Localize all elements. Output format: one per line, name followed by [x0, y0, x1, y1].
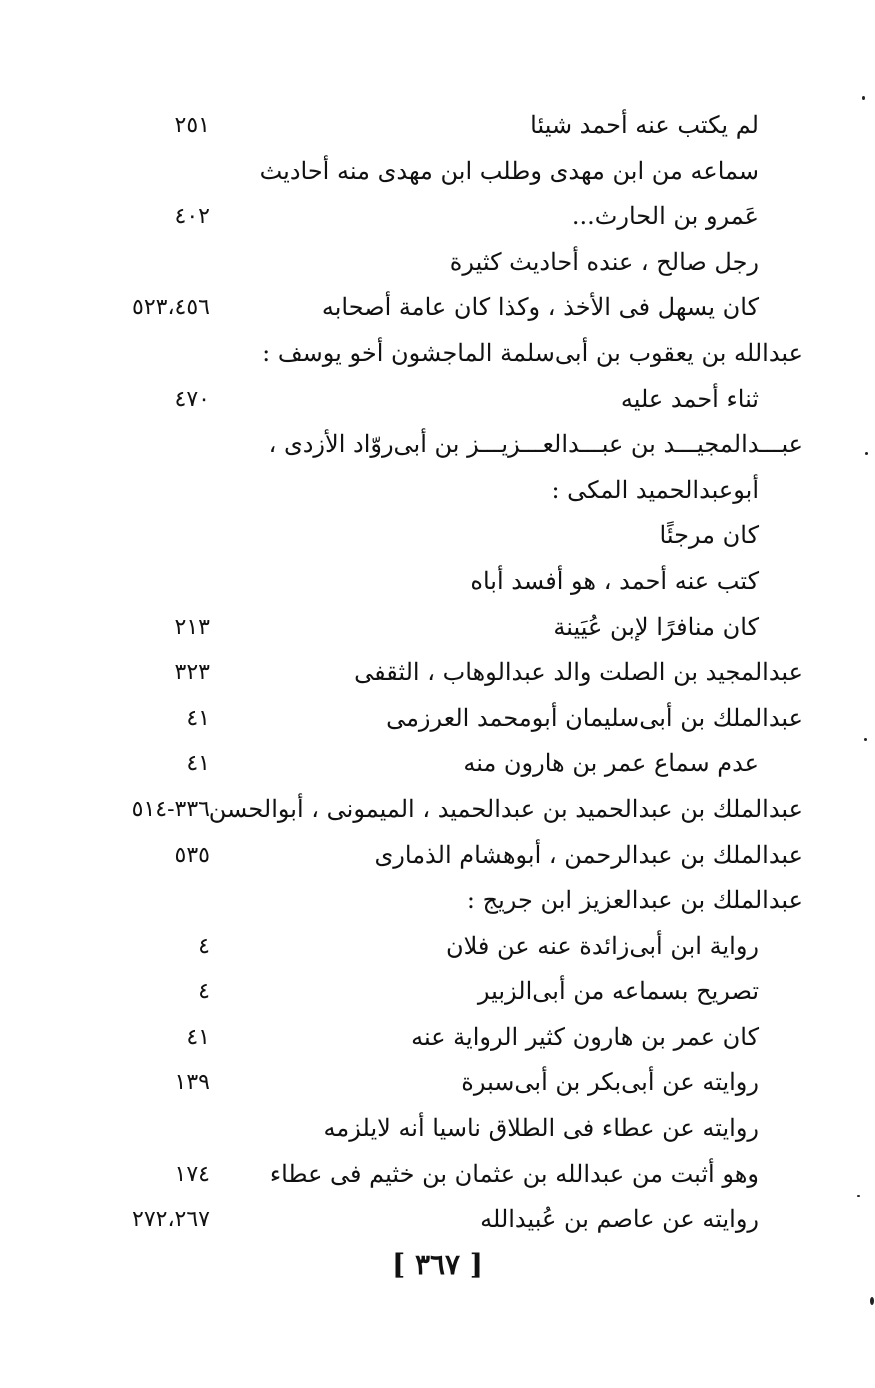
scan-speck	[864, 738, 867, 741]
index-entry	[0, 559, 875, 605]
entry-text: روايته عن عطاء فى الطلاق ناسيا أنه لايلزمه	[323, 1114, 759, 1143]
entry-pages	[100, 422, 210, 468]
entry-text: عدم سماع عمر بن هارون منه	[463, 749, 759, 778]
index-entry	[0, 285, 875, 331]
entry-pages	[100, 878, 210, 924]
entry-text: عبدالملك بن عبدالرحمن ، أبوهشام الذمارى	[374, 840, 803, 869]
entry-pages	[100, 468, 210, 514]
entry-text: تصريح بسماعه من أبى‌الزبير	[477, 977, 759, 1006]
index-entry	[0, 833, 875, 879]
entry-pages: ٤٧٠	[174, 386, 210, 412]
index-entries	[0, 103, 875, 1243]
index-entry	[0, 513, 875, 559]
entry-text: كان عمر بن هارون كثير الرواية عنه	[411, 1022, 759, 1051]
entry-pages: ٤٠٢	[174, 204, 210, 230]
index-entry	[0, 969, 875, 1015]
entry-pages	[100, 240, 210, 286]
page-number: [ ٣٦٧ ]	[391, 1248, 484, 1281]
entry-text: أبوعبدالحميد المكى :	[551, 475, 759, 504]
index-entry	[0, 605, 875, 651]
index-entry	[0, 1152, 875, 1198]
entry-text: روايته عن أبى‌بكر بن أبى‌سبرة	[461, 1068, 759, 1097]
index-entry	[0, 878, 875, 924]
entry-pages	[100, 331, 210, 377]
index-entry	[0, 240, 875, 286]
entry-pages: ٣٣٦-٥١٤	[131, 796, 210, 822]
index-entry	[0, 468, 875, 514]
entry-pages	[100, 513, 210, 559]
entry-pages	[100, 149, 210, 195]
entry-pages: ٥٢٣،٤٥٦	[132, 295, 210, 321]
index-entry	[0, 1106, 875, 1152]
entry-text: روايته عن عاصم بن عُبيدالله	[480, 1205, 759, 1234]
entry-text: لم يكتب عنه أحمد شيئا	[530, 111, 759, 139]
entry-pages	[100, 1106, 210, 1152]
entry-text: عبدالله بن يعقوب بن أبى‌سلمة الماجشون أخو يوسف :	[262, 338, 803, 367]
index-entry	[0, 103, 875, 149]
index-entry	[0, 650, 875, 696]
entry-text: عبدالمجيد بن الصلت والد عبدالوهاب ، الثقفى	[354, 658, 803, 687]
index-entry	[0, 194, 875, 240]
index-entry	[0, 741, 875, 787]
entry-text: سماعه من ابن مهدى وطلب ابن مهدى منه أحاديث	[259, 156, 759, 185]
entry-pages: ٢١٣	[174, 614, 210, 640]
entry-pages: ١٧٤	[174, 1161, 210, 1187]
entry-text: عبـــدالمجيـــد بن عبـــدالعـــزيـــز بن أبى‌روّاد الأزدى ،	[268, 430, 803, 459]
entry-pages: ٤	[198, 933, 210, 959]
index-entry	[0, 1197, 875, 1243]
entry-pages: ٤١	[186, 751, 210, 777]
entry-text: عَمرو بن الحارث...	[571, 202, 759, 231]
entry-text: كان مرجئًا	[659, 521, 759, 550]
entry-text: عبدالملك بن أبى‌سليمان أبومحمد العرزمى	[386, 703, 803, 732]
index-entry	[0, 377, 875, 423]
entry-text: كان يسهل فى الأخذ ، وكذا كان عامة أصحابه	[321, 293, 759, 322]
entry-text: وهو أثبت من عبدالله بن عثمان بن خثيم فى عطاء	[269, 1159, 759, 1188]
scan-speck	[857, 1195, 860, 1197]
entry-text: ثناء أحمد عليه	[620, 384, 759, 413]
index-entry	[0, 149, 875, 195]
index-entry	[0, 1015, 875, 1061]
entry-pages: ٢٧٢،٢٦٧	[132, 1207, 210, 1233]
entry-pages	[100, 559, 210, 605]
index-entry	[0, 422, 875, 468]
scan-speck	[865, 452, 868, 455]
entry-text: عبدالملك بن عبدالحميد بن عبدالحميد ، الميمونى ، أبوالحسن	[208, 794, 803, 823]
entry-pages: ٣٢٣	[174, 660, 210, 686]
entry-text: كان منافرًا لإبن عُيَينة	[553, 612, 759, 641]
entry-text: عبدالملك بن عبدالعزيز ابن جريج :	[466, 886, 803, 915]
index-entry	[0, 1060, 875, 1106]
entry-text: رجل صالح ، عنده أحاديث كثيرة	[449, 247, 759, 276]
entry-text: رواية ابن أبى‌زائدة عنه عن فلان	[445, 931, 759, 960]
scan-speck	[862, 96, 865, 100]
scan-speck	[870, 1297, 874, 1305]
index-entry	[0, 331, 875, 377]
entry-pages: ٥٣٥	[174, 842, 210, 868]
entry-pages: ٢٥١	[174, 113, 210, 138]
entry-pages: ١٣٩	[174, 1070, 210, 1096]
index-entry	[0, 787, 875, 833]
entry-text: كتب عنه أحمد ، هو أفسد أباه	[470, 566, 759, 595]
entry-pages: ٤١	[186, 1024, 210, 1050]
index-entry	[0, 924, 875, 970]
entry-pages: ٤	[198, 979, 210, 1005]
entry-pages: ٤١	[186, 705, 210, 731]
index-entry	[0, 696, 875, 742]
